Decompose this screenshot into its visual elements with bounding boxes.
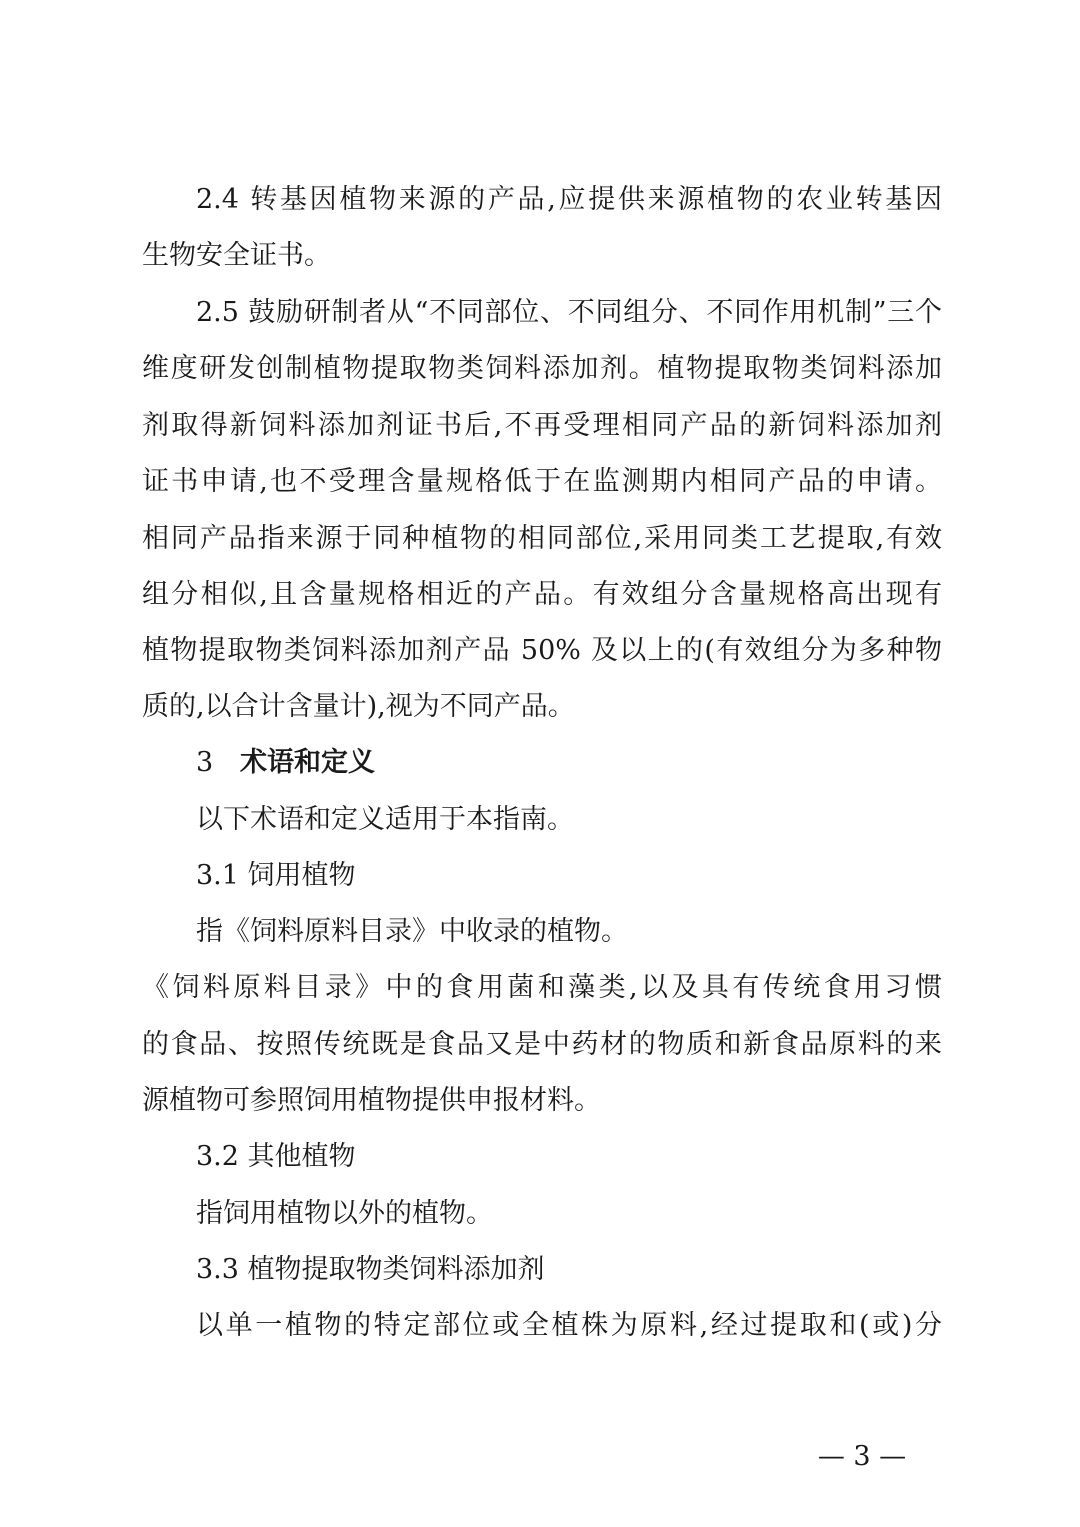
term-3-1-note-line-3: 源植物可参照饲用植物提供申报材料。 [142,1085,601,1116]
para-2-5-line-7: 植物提取物类饲料添加剂产品 50% 及以上的(有效组分为多种物 [142,635,942,666]
term-3-2-definition: 指饲用植物以外的植物。 [196,1198,493,1229]
section-number: 3 [196,747,214,778]
para-2-5-line-1: 2.5 鼓励研制者从“不同部位、不同组分、不同作用机制”三个 [196,297,942,328]
para-2-5-line-8: 质的,以合计含量计),视为不同产品。 [142,691,575,722]
para-2-4-line-1: 2.4 转基因植物来源的产品,应提供来源植物的农业转基因 [196,184,942,215]
para-2-5-line-4: 证书申请,也不受理含量规格低于在监测期内相同产品的申请。 [142,466,942,497]
para-2-5-line-5: 相同产品指来源于同种植物的相同部位,采用同类工艺提取,有效 [142,523,942,554]
section-intro: 以下术语和定义适用于本指南。 [196,804,574,835]
term-3-3-definition-line-1: 以单一植物的特定部位或全植株为原料,经过提取和(或)分 [196,1310,942,1341]
page-number: — 3 — [817,1441,907,1472]
para-2-5-line-6: 组分相似,且含量规格相近的产品。有效组分含量规格高出现有 [142,579,942,610]
term-3-1-definition: 指《饲料原料目录》中收录的植物。 [196,916,628,947]
para-2-5-line-2: 维度研发创制植物提取物类饲料添加剂。植物提取物类饲料添加 [142,353,942,384]
section-heading [196,743,942,783]
term-3-1-note-line-1: 《饲料原料目录》中的食用菌和藻类,以及具有传统食用习惯 [142,972,942,1003]
para-2-5-line-3: 剂取得新饲料添加剂证书后,不再受理相同产品的新饲料添加剂 [142,410,942,441]
para-2-4-line-2: 生物安全证书。 [142,240,331,271]
term-3-2-heading: 3.2 其他植物 [196,1141,356,1172]
term-3-1-note-line-2: 的食品、按照传统既是食品又是中药材的物质和新食品原料的来 [142,1029,942,1060]
term-3-1-heading: 3.1 饲用植物 [196,860,356,891]
section-title: 术语和定义 [240,747,375,778]
term-3-3-heading: 3.3 植物提取物类饲料添加剂 [196,1254,545,1285]
